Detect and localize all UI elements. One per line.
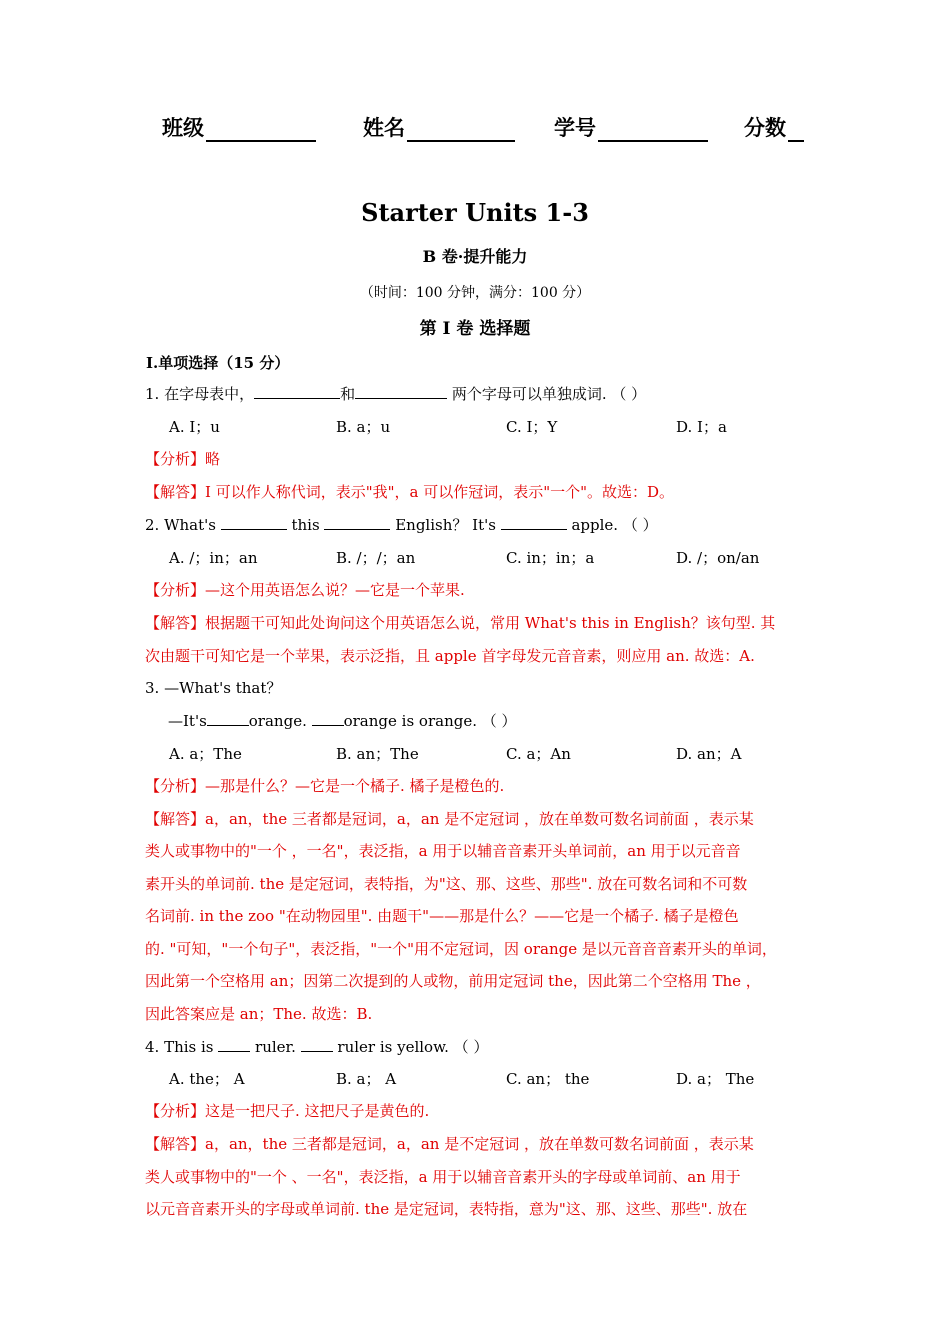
id-label: 学号	[554, 116, 596, 140]
answer-blank	[207, 711, 249, 726]
q4-analysis: 【分析】这是一把尺子. 这把尺子是黄色的.	[145, 1102, 430, 1120]
q3-answer-line-1: 【解答】a，an，the 三者都是冠词，a，an 是不定冠词 ，放在单数可数名词前面 ，表示某	[145, 810, 754, 828]
class-blank	[206, 118, 316, 142]
q1-option-a: A. I；u	[169, 418, 220, 436]
q3-option-b: B. an；The	[336, 745, 419, 763]
q1-stem: 1. 在字母表中， 和 两个字母可以单独成词. （ ）	[145, 385, 647, 403]
score-field	[744, 112, 804, 142]
q1-option-d: D. I；a	[676, 418, 727, 436]
q3-option-d: D. an；A	[676, 745, 742, 763]
answer-blank	[355, 384, 447, 399]
page-title: Starter Units 1-3	[361, 198, 589, 227]
q1-analysis: 【分析】略	[145, 450, 221, 468]
q4-stem: 4. This is ruler. ruler is yellow. （ ）	[145, 1038, 489, 1056]
q2-answer-line-1: 【解答】根据题干可知此处询问这个用英语怎么说，常用 What's this in English？该句型. 其	[145, 614, 776, 632]
id-blank	[598, 118, 708, 142]
q2-option-a: A. /；in；an	[169, 549, 258, 567]
answer-blank	[301, 1037, 333, 1052]
answer-blank	[501, 515, 567, 530]
q3-answer-line-3: 素开头的单词前. the 是定冠词，表特指，为"这、那、这些、那些". 放在可数名词和不可数	[145, 875, 748, 893]
q4-answer-line-2: 类人或事物中的"一个 、一名"，表泛指，a 用于以辅音音素开头的字母或单词前、an 用于	[145, 1168, 741, 1186]
section-heading: Ⅰ.单项选择（15 分）	[146, 354, 290, 372]
q3-stem-line-1: 3. —What's that？	[145, 679, 282, 697]
q4-answer-line-1: 【解答】a，an，the 三者都是冠词，a，an 是不定冠词 ，放在单数可数名词前面 ，表示某	[145, 1135, 754, 1153]
answer-blank	[324, 515, 390, 530]
q2-option-d: D. /；on/an	[676, 549, 760, 567]
q4-option-a: A. the； A	[169, 1070, 245, 1088]
answer-blank	[218, 1037, 250, 1052]
q2-option-c: C. in；in；a	[506, 549, 595, 567]
id-field	[554, 112, 708, 142]
time-info: （时间：100 分钟，满分：100 分）	[359, 285, 591, 301]
volume-heading: 第 I 卷 选择题	[419, 319, 531, 339]
q3-analysis: 【分析】—那是什么？—它是一个橘子. 橘子是橙色的.	[145, 777, 505, 795]
name-label: 姓名	[363, 116, 405, 140]
q1-option-c: C. I；Y	[506, 418, 558, 436]
class-field	[162, 112, 316, 142]
q2-answer-line-2: 次由题干可知它是一个苹果，表示泛指，且 apple 首字母发元音音素，则应用 an. 故选：A.	[145, 647, 755, 665]
q3-option-c: C. a；An	[506, 745, 571, 763]
q4-answer-line-3: 以元音音素开头的字母或单词前. the 是定冠词，表特指，意为"这、那、这些、那些". 放在	[145, 1200, 748, 1218]
name-blank	[407, 118, 515, 142]
q3-answer-line-7: 因此答案应是 an；The. 故选：B.	[145, 1005, 373, 1023]
q3-stem-line-2: —It's orange. orange is orange. （ ）	[168, 712, 517, 730]
q3-answer-line-6: 因此第一个空格用 an；因第二次提到的人或物，前用定冠词 the，因此第二个空格用 The ，	[145, 972, 761, 990]
q4-option-b: B. a； A	[336, 1070, 397, 1088]
answer-blank	[221, 515, 287, 530]
q2-analysis: 【分析】—这个用英语怎么说？—它是一个苹果.	[145, 581, 465, 599]
q3-answer-line-5: 的. "可知，"一个句子"，表泛指，"一个"用不定冠词，因 orange 是以元音音音素开头的单词，	[145, 940, 777, 958]
name-field	[363, 112, 515, 142]
q3-answer-line-4: 名词前. in the zoo "在动物园里". 由题干"——那是什么？——它是一个橘子. 橘子是橙色	[145, 907, 739, 925]
q2-option-b: B. /；/；an	[336, 549, 416, 567]
q1-answer: 【解答】I 可以作人称代词，表示"我"，a 可以作冠词，表示"一个"。故选：D。	[145, 483, 675, 501]
class-label: 班级	[162, 116, 204, 140]
q3-option-a: A. a；The	[169, 745, 242, 763]
q2-stem: 2. What's this English？ It's apple. （ ）	[145, 516, 658, 534]
score-label: 分数	[744, 116, 786, 140]
student-info-header	[162, 112, 822, 152]
q3-answer-line-2: 类人或事物中的"一个 ，一名"，表泛指，a 用于以辅音音素开头单词前，an 用于以元音音	[145, 842, 741, 860]
page-subtitle: B 卷·提升能力	[422, 247, 528, 266]
q4-option-d: D. a； The	[676, 1070, 755, 1088]
q4-option-c: C. an； the	[506, 1070, 590, 1088]
q1-option-b: B. a；u	[336, 418, 391, 436]
answer-blank	[254, 384, 340, 399]
score-blank	[788, 118, 804, 142]
answer-blank	[312, 711, 344, 726]
